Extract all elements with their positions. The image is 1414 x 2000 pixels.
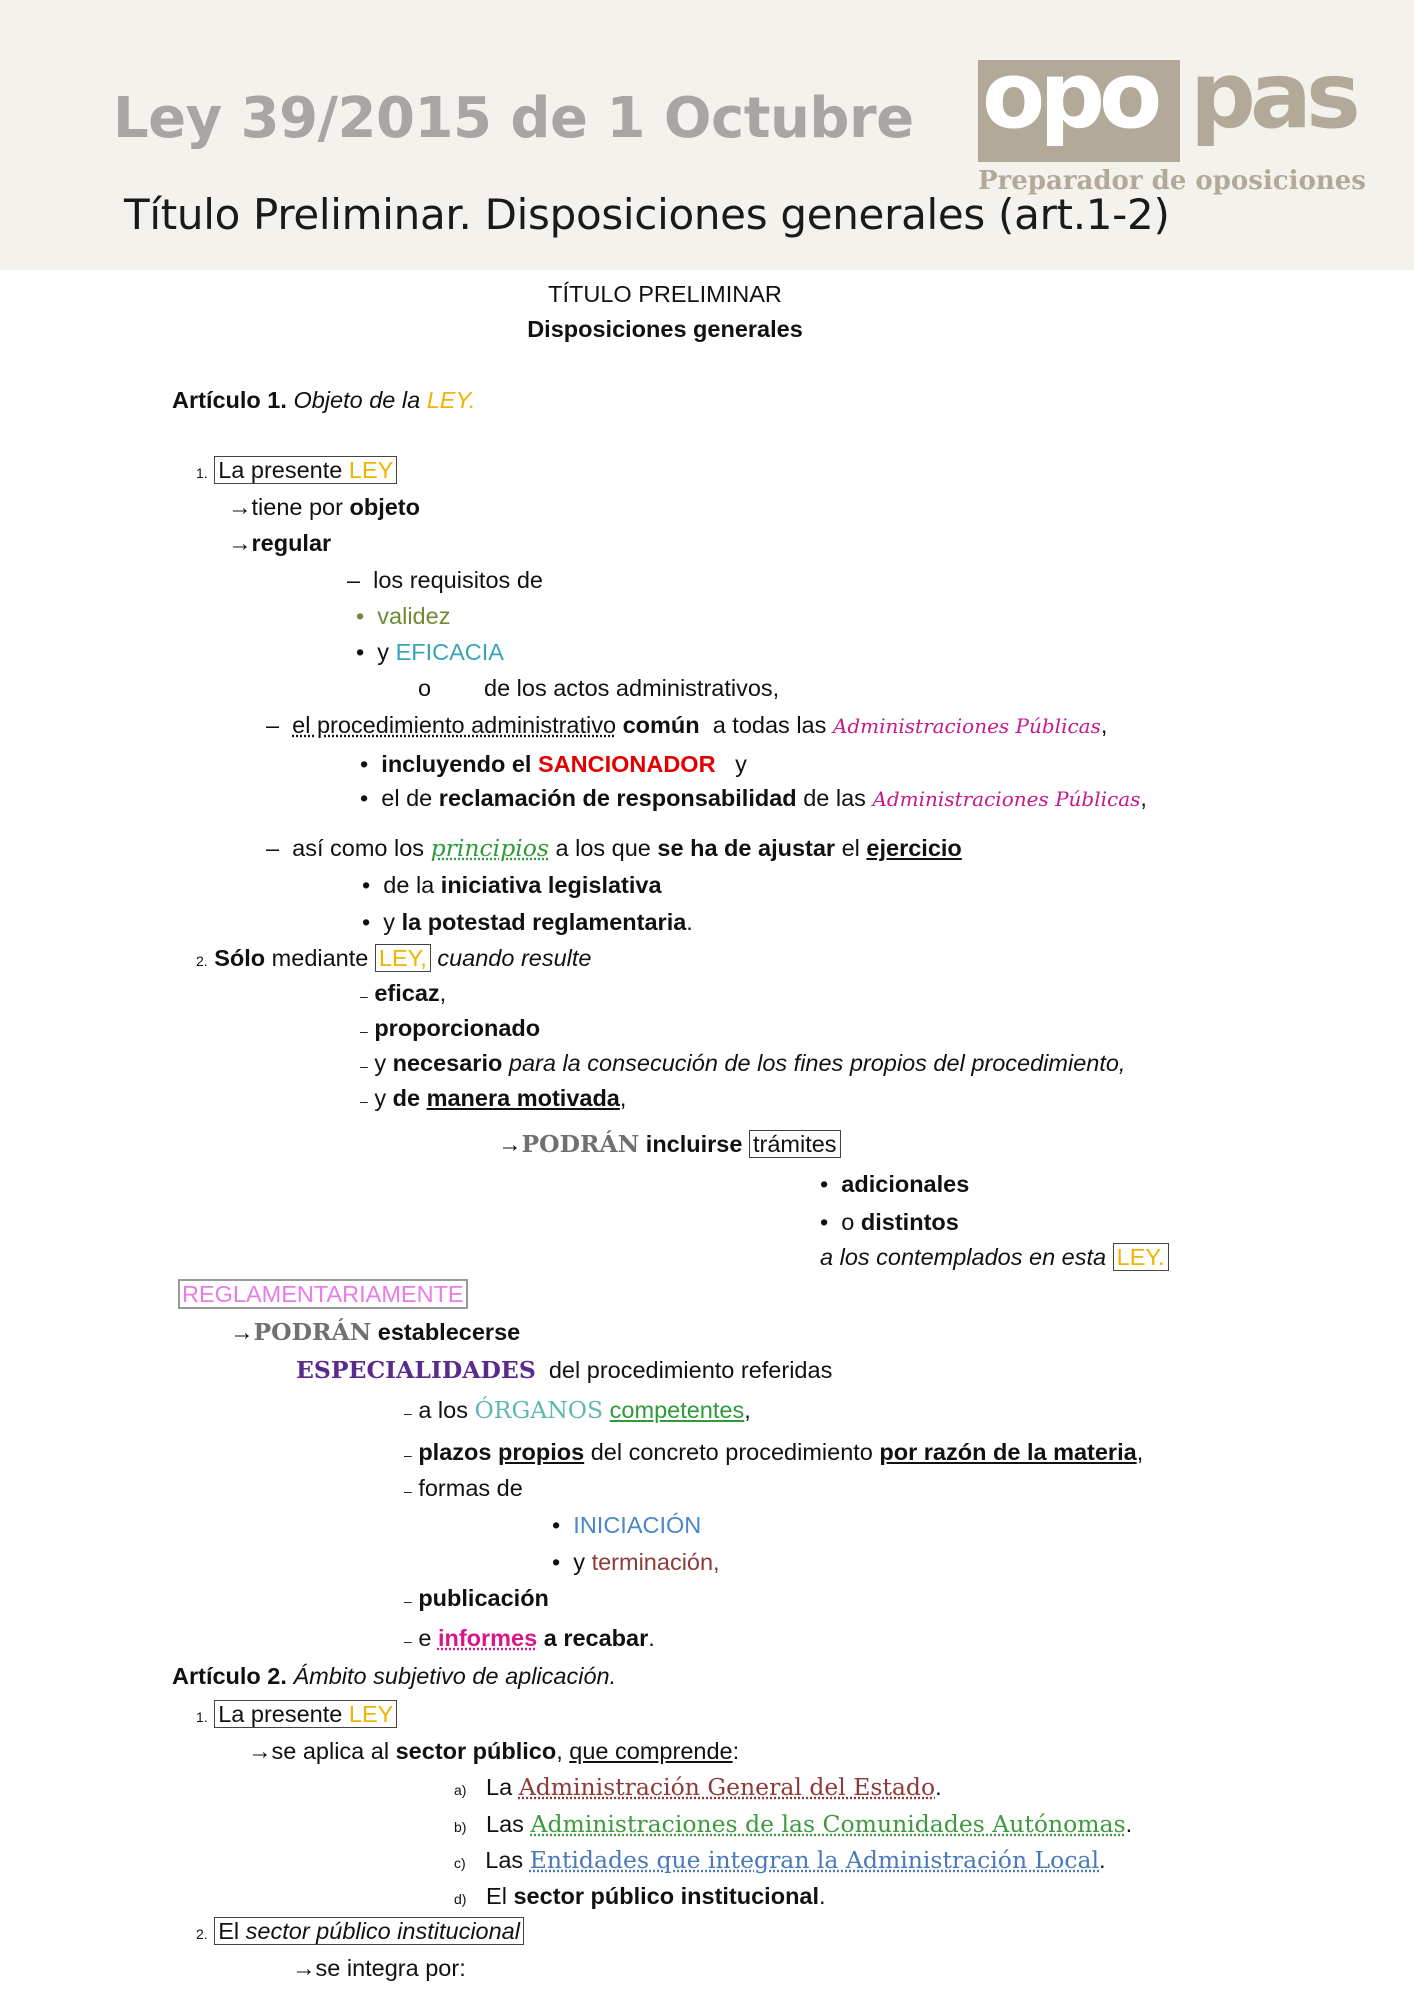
line-necesario: – y necesario para la consecución de los fines propios del procedimiento,	[360, 1050, 1126, 1076]
art2-p2: 2. El sector público institucional	[196, 1917, 524, 1945]
line-requisitos: – los requisitos de	[347, 567, 543, 593]
line-tiene: →tiene por objeto	[228, 494, 420, 520]
line-sancionador: • incluyendo el SANCIONADOR y	[360, 751, 747, 777]
line-reclamacion: • el de reclamación de responsabilidad de las Administraciones Públicas,	[360, 785, 1147, 811]
line-organos: – a los ÓRGANOS competentes,	[404, 1396, 751, 1424]
line-se-aplica: →se aplica al sector público, que comprende:	[248, 1738, 740, 1764]
art1-p2: 2. Sólo mediante LEY, cuando resulte	[196, 945, 592, 971]
line-plazos: – plazos propios del concreto procedimiento por razón de la materia,	[404, 1439, 1144, 1465]
line-especialidades: ESPECIALIDADES del procedimiento referidas	[296, 1356, 833, 1384]
line-potestad: • y la potestad reglamentaria.	[362, 909, 693, 935]
logo-tagline: Preparador de oposiciones	[978, 166, 1366, 196]
line-iniciativa: • de la iniciativa legislativa	[362, 872, 662, 898]
line-formas: – formas de	[404, 1475, 523, 1501]
line-principios: – así como los principios a los que se ha de ajustar el ejercicio	[266, 834, 962, 862]
line-regular: →regular	[228, 530, 332, 556]
line-proporcionado: – proporcionado	[360, 1015, 541, 1041]
line-validez: • validez	[356, 603, 451, 629]
line-distintos: • o distintos	[820, 1209, 959, 1235]
item-a: a) La Administración General del Estado.	[454, 1773, 942, 1801]
page-header	[0, 0, 1414, 270]
art1-p1: 1. La presente LEY	[196, 456, 397, 484]
line-actos: o	[418, 675, 432, 701]
heading-disposiciones: Disposiciones generales	[527, 316, 803, 342]
item-c: c) Las Entidades que integran la Administración Local.	[454, 1846, 1106, 1874]
line-iniciacion: • INICIACIÓN	[552, 1512, 702, 1538]
art2-heading: Artículo 2. Ámbito subjetivo de aplicación.	[172, 1663, 617, 1689]
line-actos-text: de los actos administrativos,	[484, 675, 780, 701]
line-eficaz: – eficaz,	[360, 980, 447, 1006]
line-podran-establecerse: →PODRÁN establecerse	[230, 1318, 521, 1346]
line-podran-tramites: →PODRÁN incluirse trámites	[498, 1130, 841, 1158]
art1-heading: Artículo 1. Objeto de la LEY.	[172, 387, 476, 413]
line-publicacion: – publicación	[404, 1585, 549, 1611]
line-procedimiento: – el procedimiento administrativo común a todas las Administraciones Públicas,	[266, 712, 1108, 738]
doc-title: Ley 39/2015 de 1 Octubre	[113, 86, 914, 151]
line-terminacion: • y terminación,	[552, 1549, 720, 1575]
line-motivada: – y de manera motivada,	[360, 1085, 627, 1111]
line-informes: – e informes a recabar.	[404, 1625, 655, 1651]
heading-titulo: TÍTULO PRELIMINAR	[548, 281, 782, 307]
doc-subtitle: Título Preliminar. Disposiciones generales (art.1-2)	[124, 190, 1170, 239]
line-eficacia: • y EFICACIA	[356, 639, 504, 665]
logo-pas: pas	[1190, 42, 1355, 149]
item-b: b) Las Administraciones de las Comunidades Autónomas.	[454, 1810, 1133, 1838]
line-se-integra: →se integra por:	[292, 1955, 466, 1981]
logo-opo: opo	[982, 42, 1157, 149]
art2-p1: 1. La presente LEY	[196, 1700, 397, 1728]
line-adicionales: • adicionales	[820, 1171, 970, 1197]
item-d: d) El sector público institucional.	[454, 1883, 826, 1909]
line-contemplados: a los contemplados en esta LEY.	[820, 1243, 1169, 1271]
reglamentariamente-box: REGLAMENTARIAMENTE	[178, 1280, 468, 1308]
